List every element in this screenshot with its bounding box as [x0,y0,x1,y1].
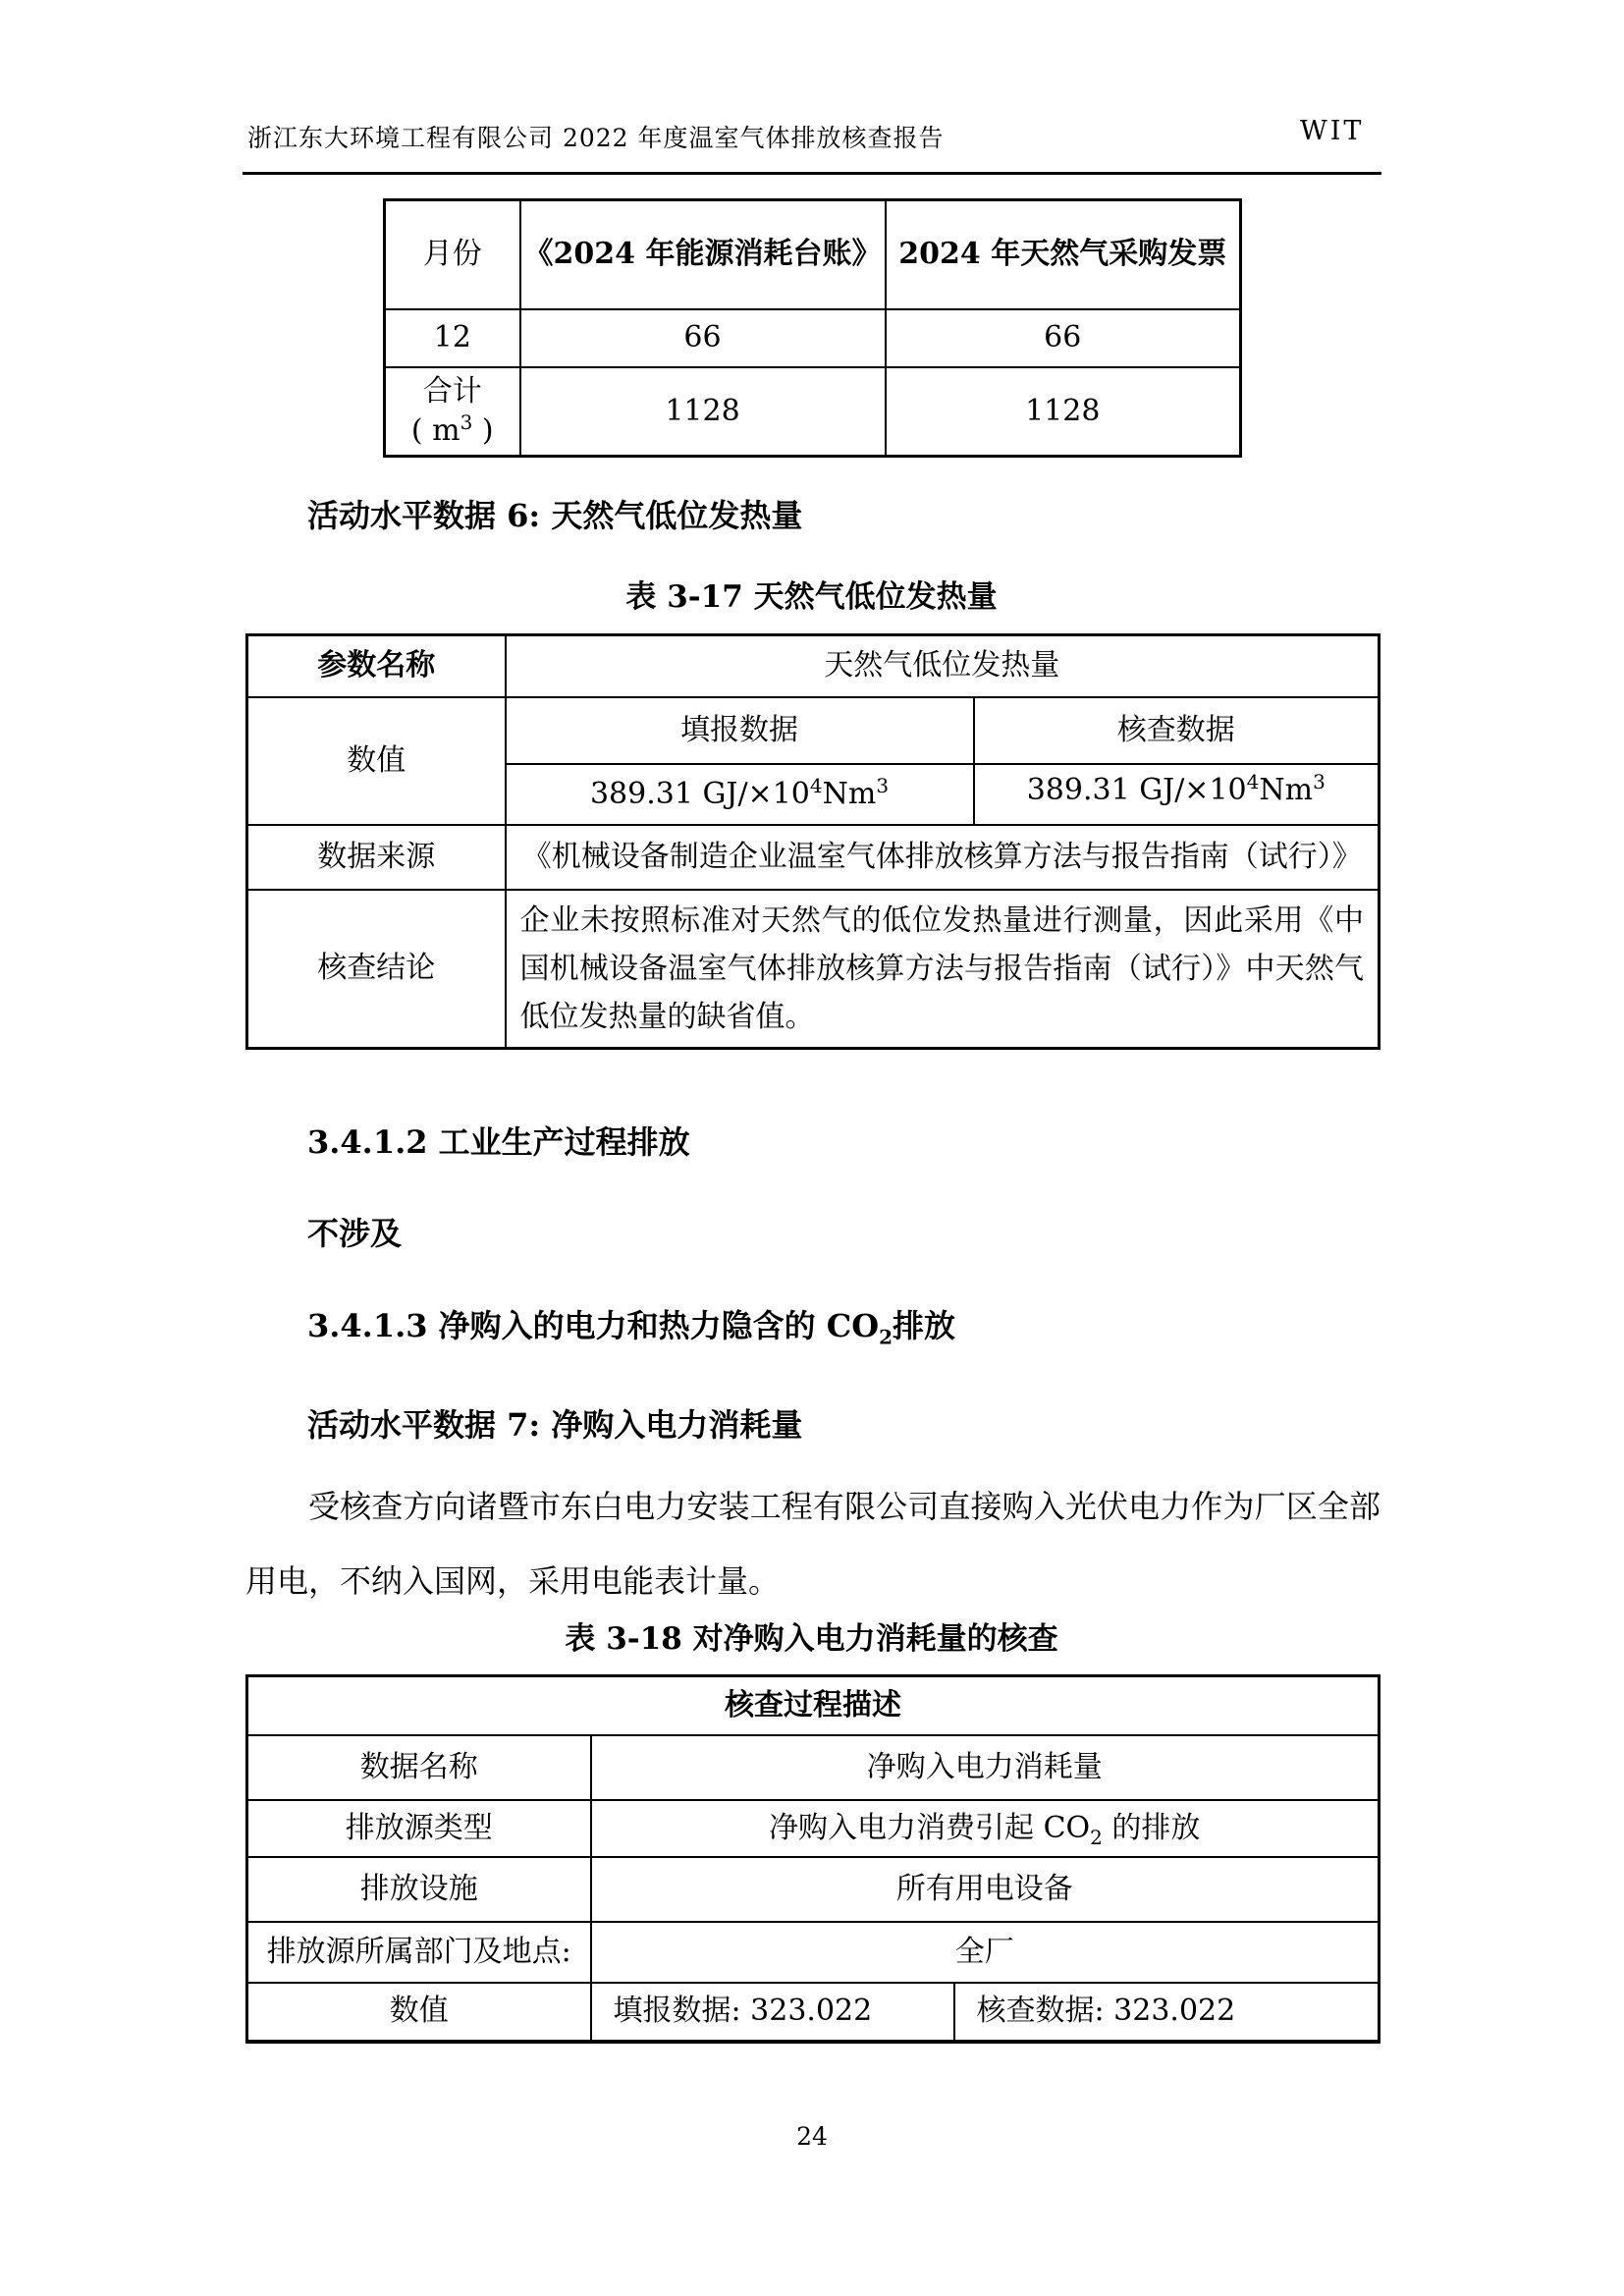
table-header-row [247,1676,1380,1735]
data-source-value: 《机械设备制造企业温室气体排放核算方法与报告指南（试行）》 [506,825,1380,890]
value-pre: 389.31 GJ/×10 [1026,772,1247,807]
conclusion-label: 核查结论 [247,890,506,1049]
department-location-value: 全厂 [591,1922,1380,1983]
verified-heating-value [974,764,1380,825]
page-number: 24 [796,2122,828,2151]
cell-month-12: 12 [385,309,520,367]
col-header-invoice: 2024 年天然气采购发票 [886,200,1241,309]
table-3-18 [245,1674,1380,2044]
not-involved-text: 不涉及 [307,1215,403,1252]
department-location-label: 排放源所属部门及地点: [247,1922,591,1983]
table-row [247,635,1380,697]
reported-heating-value [506,764,974,825]
cell-invoice-dec: 66 [886,309,1241,367]
col-header-ledger: 《2024 年能源消耗台账》 [520,200,886,309]
reported-value-cell: 填报数据: 323.022 [591,1983,954,2042]
section-3413-pre: 3.4.1.3 净购入的电力和热力隐含的 CO [307,1307,880,1344]
cell-ledger-total: 1128 [520,367,886,457]
table-3-17 [245,633,1380,1050]
verified-value-cell: 核查数据: 323.022 [954,1983,1380,2042]
table-row [385,309,1241,367]
monthly-gas-table [383,198,1242,458]
table-3-18-title: 表 3-18 对净购入电力消耗量的核查 [565,1621,1058,1657]
total-unit-sup: 3 [460,410,473,434]
table-row [247,825,1380,890]
page-header-title: 浙江东大环境工程有限公司 2022 年度温室气体排放核查报告 [247,124,945,152]
numeric-value-label: 数值 [247,1983,591,2042]
emission-source-type-label: 排放源类型 [247,1800,591,1857]
table-row [385,367,1241,457]
section-3413-heading [307,1301,956,1349]
emission-source-type-value [591,1800,1380,1857]
value-row-label: 数值 [247,697,506,825]
col-header-month: 月份 [385,200,520,309]
cell-ledger-dec: 66 [520,309,886,367]
header-rule [243,172,1381,175]
value-pre: 389.31 GJ/×10 [589,776,810,811]
activity-data-7-heading: 活动水平数据 7: 净购入电力消耗量 [307,1406,803,1444]
verified-data-header: 核查数据 [974,697,1380,764]
param-name-label: 参数名称 [247,635,506,697]
total-unit-post: ) [472,412,494,448]
co2-subscript: 2 [879,1325,893,1349]
value-mid: Nm [1259,772,1314,807]
section-3412-heading: 3.4.1.2 工业生产过程排放 [307,1123,690,1161]
table-row [247,1983,1380,2042]
param-name-value: 天然气低位发热量 [506,635,1380,697]
verification-process-header: 核查过程描述 [247,1676,1380,1735]
source-type-post: 的排放 [1102,1810,1201,1845]
data-source-label: 数据来源 [247,825,506,890]
table-row [247,1857,1380,1922]
section-3413-post: 排放 [893,1307,956,1344]
table-row [247,890,1380,1049]
activity-data-6-heading: 活动水平数据 6: 天然气低位发热量 [307,497,803,534]
table-row [247,1800,1380,1857]
value-mid: Nm [822,776,877,811]
table-3-17-title: 表 3-17 天然气低位发热量 [625,579,998,615]
total-label-line1: 合计 [422,373,482,409]
emission-facility-value: 所有用电设备 [591,1857,1380,1922]
table-row [247,1922,1380,1983]
brand-mark: WIT [1300,116,1365,146]
source-type-pre: 净购入电力消费引起 CO [769,1810,1091,1845]
data-name-value: 净购入电力消耗量 [591,1735,1380,1800]
cell-invoice-total: 1128 [886,367,1241,457]
value-sup1: 4 [809,773,823,797]
reported-data-header: 填报数据 [506,697,974,764]
conclusion-value: 企业未按照标准对天然气的低位发热量进行测量，因此采用《中国机械设备温室气体排放核算方法与报告指南（试行）》中天然气低位发热量的缺省值。 [506,890,1380,1049]
body-paragraph: 受核查方向诸暨市东白电力安装工程有限公司直接购入光伏电力作为厂区全部用电，不纳入国网，采用电能表计量。 [245,1488,1380,1600]
value-sup2: 3 [876,773,890,797]
table-row [247,1735,1380,1800]
total-unit-pre: ( m [410,412,460,448]
cell-total-label [385,367,520,457]
co2-subscript: 2 [1090,1825,1103,1849]
data-name-label: 数据名称 [247,1735,591,1800]
emission-facility-label: 排放设施 [247,1857,591,1922]
table-header-row [385,200,1241,309]
value-sup1: 4 [1246,769,1260,793]
value-sup2: 3 [1313,769,1326,793]
table-row [247,697,1380,764]
